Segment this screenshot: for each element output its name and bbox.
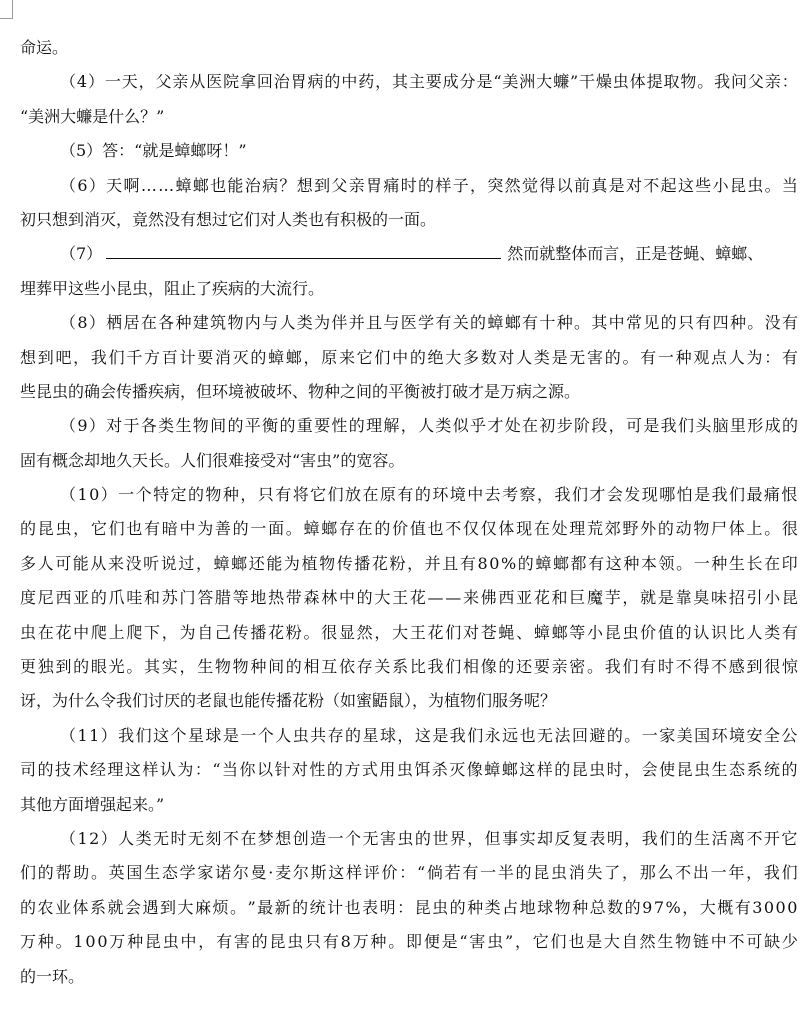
- line-text: 其他方面增强起来。”: [20, 794, 165, 814]
- text-line: [20, 788, 798, 822]
- line-text: 的一环。: [20, 966, 85, 986]
- text-line: 的 昆 虫 ， 它 们 也 有 暗 中 为 善 的 一 面 。 蟑 螂 存 在 的 价 值 也 不 仅 仅 体 现 在 处 理 荒 郊 野 外 的 动 物 尸 体 上 。 很: [20, 519, 798, 539]
- text-line: 多 人 可 能 从 来 没 听 说 过 ， 蟑 螂 还 能 为 植 物 传 播 花 粉 ， 并 且 有 8 0 % 的 蟑 螂 都 有 这 种 本 领 。 一 种 生 长 在 印: [20, 553, 798, 573]
- text-line: [20, 31, 798, 65]
- text-line: [20, 684, 798, 718]
- line-text: 命运。: [20, 38, 69, 57]
- line-text: 固有概念却地久天长。人们很难接受对“害虫”的宽容。: [20, 450, 405, 470]
- line-text: 讶，为什么令我们讨厌的老鼠也能传播花粉（如蜜鼯鼠），为植物们服务呢？: [20, 691, 557, 711]
- answer-blank[interactable]: [106, 238, 501, 259]
- text-line: 的 农 业 体 系 就 会 遇 到 大 麻 烦 。 ” 最 新 的 统 计 也 表 明 ： 昆 虫 的 种 类 占 地 球 物 种 总 数 的 9 7 % ， 大 概 有 3 0 0 0: [20, 897, 798, 917]
- text-line: [20, 272, 798, 306]
- text-line: [20, 960, 798, 994]
- line-text: （5）答：“就是蟑螂呀！”: [60, 141, 247, 161]
- blank-suffix: 然而就整体而言，正是苍蝇、蟑螂、: [507, 244, 764, 264]
- text-line: （ 1 0 ） 一 个 特 定 的 物 种 ， 只 有 将 它 们 放 在 原 有 的 环 境 中 去 考 察 ， 我 们 才 会 发 现 哪 怕 是 我 们 最 痛 恨: [60, 485, 798, 505]
- line-text: 初只想到消灭，竟然没有想过它们对人类也有积极的一面。: [20, 209, 437, 229]
- text-line: [20, 375, 798, 409]
- line-text: 埋葬甲这些小昆虫，阻止了疾病的大流行。: [20, 278, 325, 298]
- blank-prefix: （7）: [60, 244, 103, 264]
- text-line: 度 尼 西 亚 的 爪 哇 和 苏 门 答 腊 等 地 热 带 森 林 中 的 大 王 花 — — 来 佛 西 亚 花 和 巨 魔 芋 ， 就 是 靠 臭 味 招 引 小 昆: [20, 588, 798, 608]
- text-line: 万 种 。 1 0 0 万 种 昆 虫 中 ， 有 害 的 昆 虫 只 有 8 万 种 。 即 便 是 “ 害 虫 ” ， 它 们 也 是 大 自 然 生 物 链 中 不 可 缺 少: [20, 932, 798, 952]
- text-line: （ 9 ） 对 于 各 类 生 物 间 的 平 衡 的 重 要 性 的 理 解 ， 人 类 似 乎 才 处 在 初 步 阶 段 ， 可 是 我 们 头 脑 里 形 成 的: [60, 416, 798, 436]
- text-line: [20, 203, 798, 237]
- page-corner-marker: [0, 0, 13, 19]
- text-line: （ 4 ） 一 天 ， 父 亲 从 医 院 拿 回 治 胃 病 的 中 药 ， 其 主 要 成 分 是 “ 美 洲 大 蠊 ” 干 燥 虫 体 提 取 物 。 我 问 父 亲 ：: [60, 72, 798, 92]
- text-line: 虫 在 花 中 爬 上 爬 下 ， 为 自 己 传 播 花 粉 。 很 显 然 ， 大 王 花 们 对 苍 蝇 、 蟑 螂 等 小 昆 虫 价 值 的 认 识 比 人 类 有: [20, 622, 798, 642]
- text-line: （ 1 2 ） 人 类 无 时 无 刻 不 在 梦 想 创 造 一 个 无 害 虫 的 世 界 ， 但 事 实 却 反 复 表 明 ， 我 们 的 生 活 离 不 开 它: [60, 828, 798, 848]
- line-text: “美洲大蠊是什么？”: [20, 106, 165, 126]
- text-line: 司 的 技 术 经 理 这 样 认 为 ： “ 当 你 以 针 对 性 的 方 式 用 虫 饵 杀 灭 像 蟑 螂 这 样 的 昆 虫 时 ， 会 使 昆 虫 生 态 系 统 的: [20, 760, 798, 780]
- text-line: [20, 100, 798, 134]
- text-line: （ 8 ） 栖 居 在 各 种 建 筑 物 内 与 人 类 为 伴 并 且 与 医 学 有 关 的 蟑 螂 有 十 种 。 其 中 常 见 的 只 有 四 种 。 没 有: [60, 313, 798, 333]
- document-body: [20, 31, 798, 994]
- line-text: 些昆虫的确会传播疾病，但环境被破坏、物种之间的平衡被打破才是万病之源。: [20, 381, 581, 401]
- text-line: （ 1 1 ） 我 们 这 个 星 球 是 一 个 人 虫 共 存 的 星 球 ， 这 是 我 们 永 远 也 无 法 回 避 的 。 一 家 美 国 环 境 安 全 公: [60, 725, 798, 745]
- text-line: （ 6 ） 天 啊 … … 蟑 螂 也 能 治 病 ？ 想 到 父 亲 胃 痛 时 的 样 子 ， 突 然 觉 得 以 前 真 是 对 不 起 这 些 小 昆 虫 。 当: [60, 175, 798, 195]
- text-line: 更 独 到 的 眼 光 。 其 实 ， 生 物 物 种 间 的 相 互 依 存 关 系 比 我 们 相 像 的 还 要 亲 密 。 我 们 有 时 不 得 不 感 到 很 惊: [20, 657, 798, 677]
- text-line: [20, 444, 798, 478]
- text-line: 们 的 帮 助 。 英 国 生 态 学 家 诺 尔 曼 · 麦 尔 斯 这 样 评 价 ： “ 倘 若 有 一 半 的 昆 虫 消 失 了 ， 那 么 不 出 一 年 ， 我 们: [20, 863, 798, 883]
- text-line: [20, 237, 798, 271]
- text-line: [20, 134, 798, 168]
- text-line: 想 到 吧 ， 我 们 千 方 百 计 要 消 灭 的 蟑 螂 ， 原 来 它 们 中 的 绝 大 多 数 对 人 类 是 无 害 的 。 有 一 种 观 点 人 为 ： 有: [20, 347, 798, 367]
